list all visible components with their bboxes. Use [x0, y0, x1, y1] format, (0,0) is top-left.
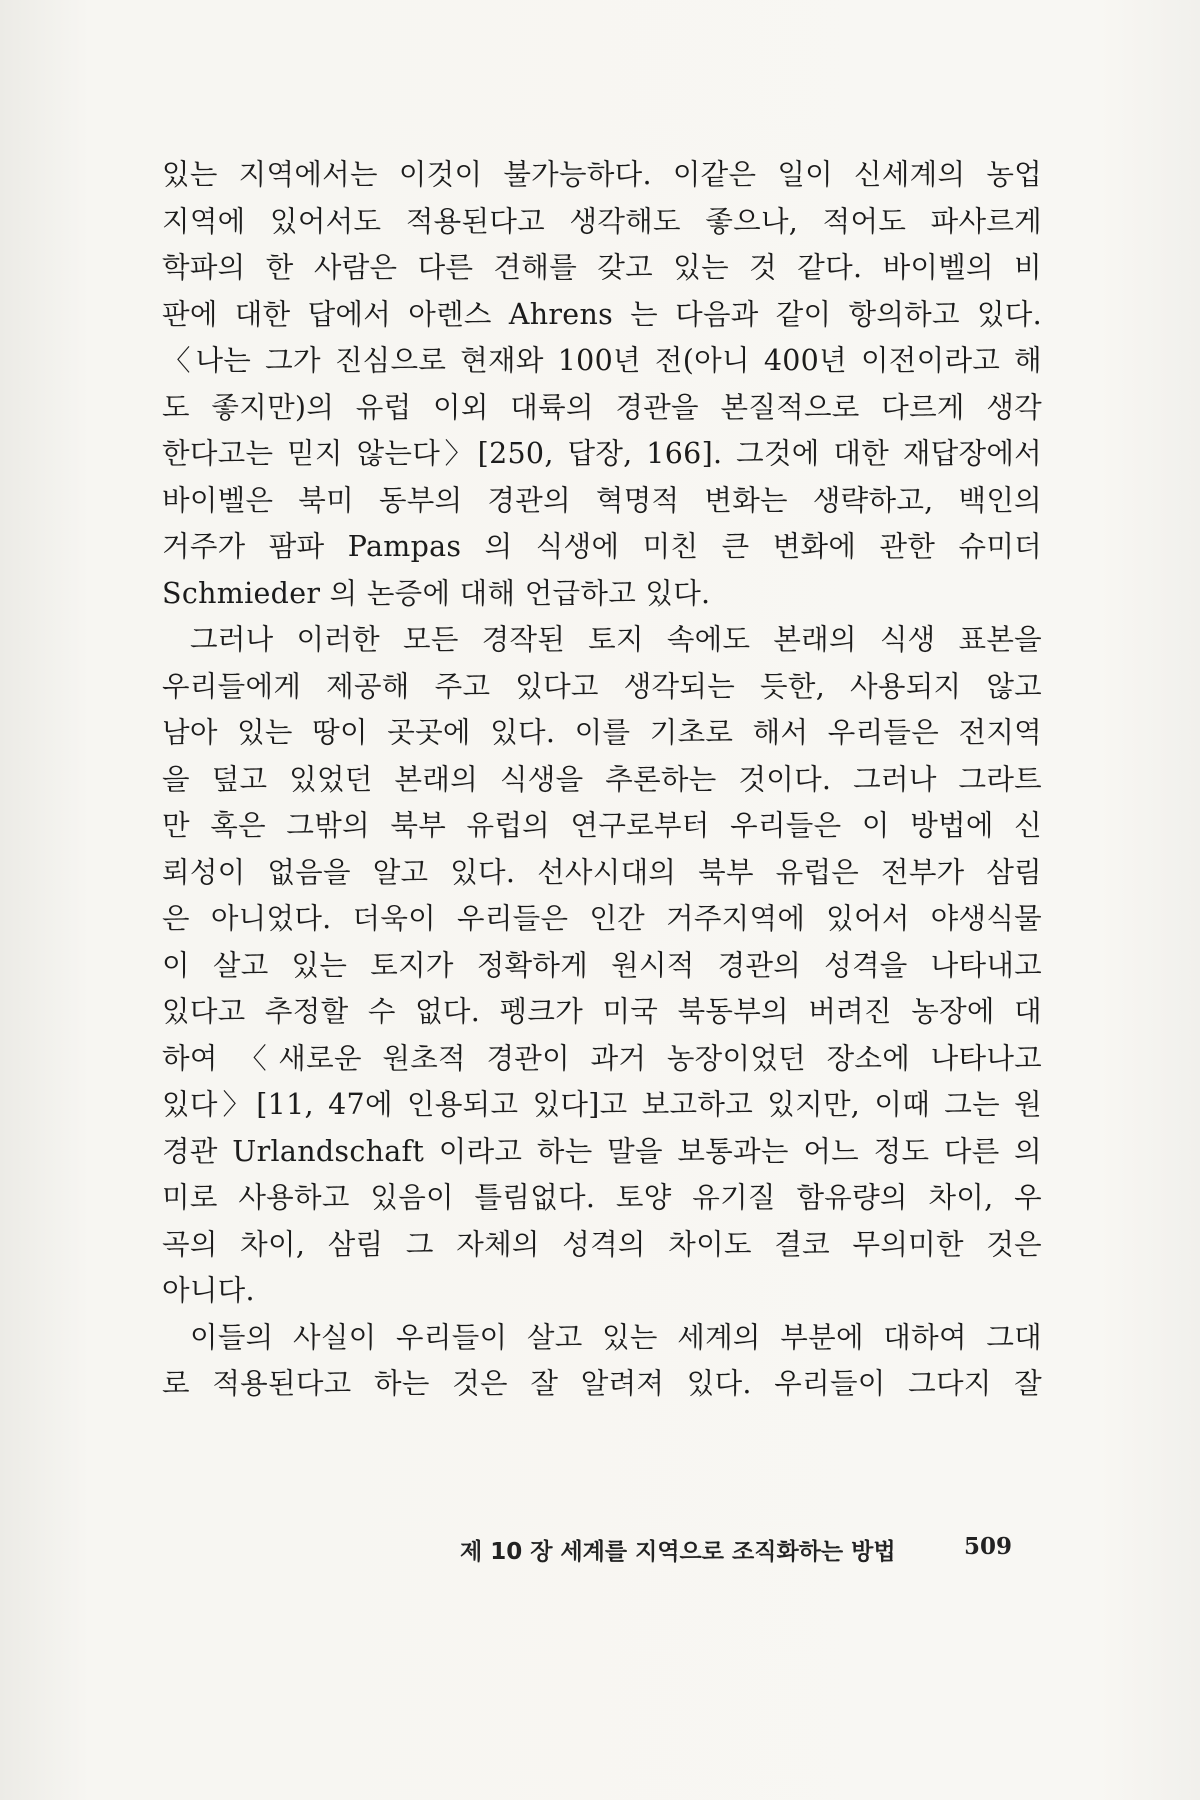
running-footer	[460, 1533, 1012, 1566]
chapter-title: 제 10 장 세계를 지역으로 조직화하는 방법	[460, 1539, 896, 1565]
text-line: Schmieder 의 논증에 대해 언급하고 있다.	[162, 576, 711, 610]
text-line: 로 적용된다고 하는 것은 잘 알려져 있다. 우리들이 그다지 잘	[162, 1367, 1042, 1400]
text-line: 은 아니었다. 더욱이 우리들은 인간 거주지역에 있어서 야생식물	[162, 902, 1042, 935]
paragraph-start-line: 그러나 이러한 모든 경작된 토지 속에도 본래의 식생 표본을	[190, 623, 1042, 656]
text-line: 한다고는 믿지 않는다〉[250, 답장, 166]. 그것에 대한 재답장에서	[162, 437, 1042, 470]
text-line: 만 혹은 그밖의 북부 유럽의 연구로부터 우리들은 이 방법에 신	[162, 809, 1042, 842]
text-line: 곡의 차이, 삼림 그 자체의 성격의 차이도 결코 무의미한 것은	[162, 1227, 1042, 1261]
text-line: 있다고 추정할 수 없다. 펭크가 미국 북동부의 버려진 농장에 대	[162, 995, 1042, 1028]
text-line: 경관 Urlandschaft 이라고 하는 말을 보통과는 어느 정도 다른 의	[162, 1134, 1042, 1168]
text-line: 있는 지역에서는 이것이 불가능하다. 이같은 일이 신세계의 농업	[162, 158, 1042, 191]
text-line: 을 덮고 있었던 본래의 식생을 추론하는 것이다. 그러나 그라트	[162, 762, 1042, 796]
text-line: 학파의 한 사람은 다른 견해를 갖고 있는 것 같다. 바이벨의 비	[162, 251, 1042, 284]
page-number: 509	[963, 1533, 1012, 1560]
text-line: 지역에 있어서도 적용된다고 생각해도 좋으나, 적어도 파사르게	[162, 204, 1042, 238]
text-line: 바이벨은 북미 동부의 경관의 혁명적 변화는 생략하고, 백인의	[162, 483, 1042, 517]
paragraph-start-line: 이들의 사실이 우리들이 살고 있는 세계의 부분에 대하여 그대	[190, 1320, 1042, 1354]
text-line: 있다〉[11, 47에 인용되고 있다]고 보고하고 있지만, 이때 그는 원	[162, 1088, 1042, 1121]
text-line: 도 좋지만)의 유럽 이외 대륙의 경관을 본질적으로 다르게 생각	[162, 390, 1042, 424]
text-line: 이 살고 있는 토지가 정확하게 원시적 경관의 성격을 나타내고	[162, 948, 1042, 982]
text-line: 뢰성이 없음을 알고 있다. 선사시대의 북부 유럽은 전부가 삼림	[162, 855, 1042, 889]
text-line: 하여 〈새로운 원초적 경관이 과거 농장이었던 장소에 나타나고	[162, 1041, 1042, 1075]
text-line: 거주가 팜파 Pampas 의 식생에 미친 큰 변화에 관한 슈미더	[162, 530, 1042, 563]
text-line: 아니다.	[162, 1274, 255, 1307]
body-text	[162, 152, 1042, 1408]
text-line: 우리들에게 제공해 주고 있다고 생각되는 듯한, 사용되지 않고	[162, 669, 1042, 703]
text-line: 〈나는 그가 진심으로 현재와 100년 전(아니 400년 이전이라고 해	[162, 344, 1042, 377]
text-line: 남아 있는 땅이 곳곳에 있다. 이를 기초로 해서 우리들은 전지역	[162, 716, 1042, 749]
text-line: 판에 대한 답에서 아렌스 Ahrens 는 다음과 같이 항의하고 있다.	[162, 297, 1042, 331]
text-line: 미로 사용하고 있음이 틀림없다. 토양 유기질 함유량의 차이, 우	[162, 1181, 1042, 1214]
